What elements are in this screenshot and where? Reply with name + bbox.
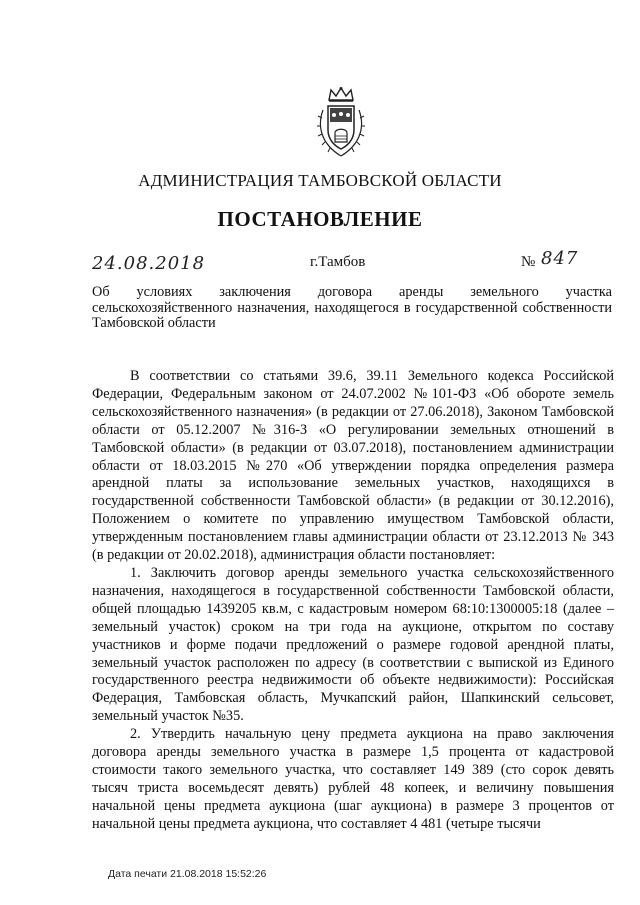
document-number: 847 (541, 248, 579, 269)
organization-name: АДМИНИСТРАЦИЯ ТАМБОВСКОЙ ОБЛАСТИ (138, 171, 502, 190)
number-label: № (521, 254, 536, 270)
document-body (92, 368, 614, 834)
clause-1-paragraph: 1. Заключить договор аренды земельного участка сельскохозяйственного назначения, находящегося в государственной собственности Тамбовской области, общей площадью 1439205 кв.м, с кадастровым номером 68:10:1300005:18 (далее – земельный участок) сроком на три года на аукционе, открытом по составу участников и форме подачи предложений о размере годовой арендной платы, земельный участок расположен по адресу (в соответствии с выпиской из Единого государственного реестра недвижимости об объекте недвижимости): Российская Федерация, Тамбовская область, Мучкапский район, Шапкинский сельсовет, земельный участок №35. (92, 564, 614, 725)
print-date: Дата печати 21.08.2018 15:52:26 (108, 868, 267, 880)
city: г.Тамбов (310, 254, 366, 270)
preamble-paragraph: В соответствии со статьями 39.6, 39.11 Земельного кодекса Российской Федерации, Федеральным законом от 24.07.2002 №101-ФЗ «Об обороте земель сельскохозяйственного назначения» (в редакции от 27.06.2018), Законом Тамбовской области от 05.12.2007 №316-З «О регулировании земельных отношений в Тамбовской области» (в редакции от 03.07.2018), постановлением администрации области от 18.03.2015 №270 «Об утверждении порядка определения размера арендной платы за использование земельных участков, находящихся в государственной собственности Тамбовской области» (в редакции от 30.12.2016), Положением о комитете по управлению имуществом Тамбовской области, утвержденным постановлением главы администрации области от 23.12.2013 № 343 (в редакции от 20.02.2018), администрация области постановляет: (92, 368, 614, 564)
coat-of-arms-icon (313, 86, 369, 158)
document-subject: Об условиях заключения договора аренды земельного участка сельскохозяйственного назначения, находящегося в государственной собственности Тамбовской области (92, 284, 612, 331)
document-type: ПОСТАНОВЛЕНИЕ (217, 207, 423, 231)
clause-2-paragraph: 2. Утвердить начальную цену предмета аукциона на право заключения договора аренды земельного участка в размере 1,5 процента от кадастровой стоимости такого земельного участка, что составляет 149 389 (сто сорок девять тысяч триста восемьдесят девять) рублей 48 копеек, и величину повышения начальной цены предмета аукциона (шаг аукциона) в размере 3 процентов от начальной цены предмета аукциона, что составляет 4 481 (четыре тысячи (92, 726, 614, 832)
document-date: 24.08.2018 (92, 253, 206, 274)
